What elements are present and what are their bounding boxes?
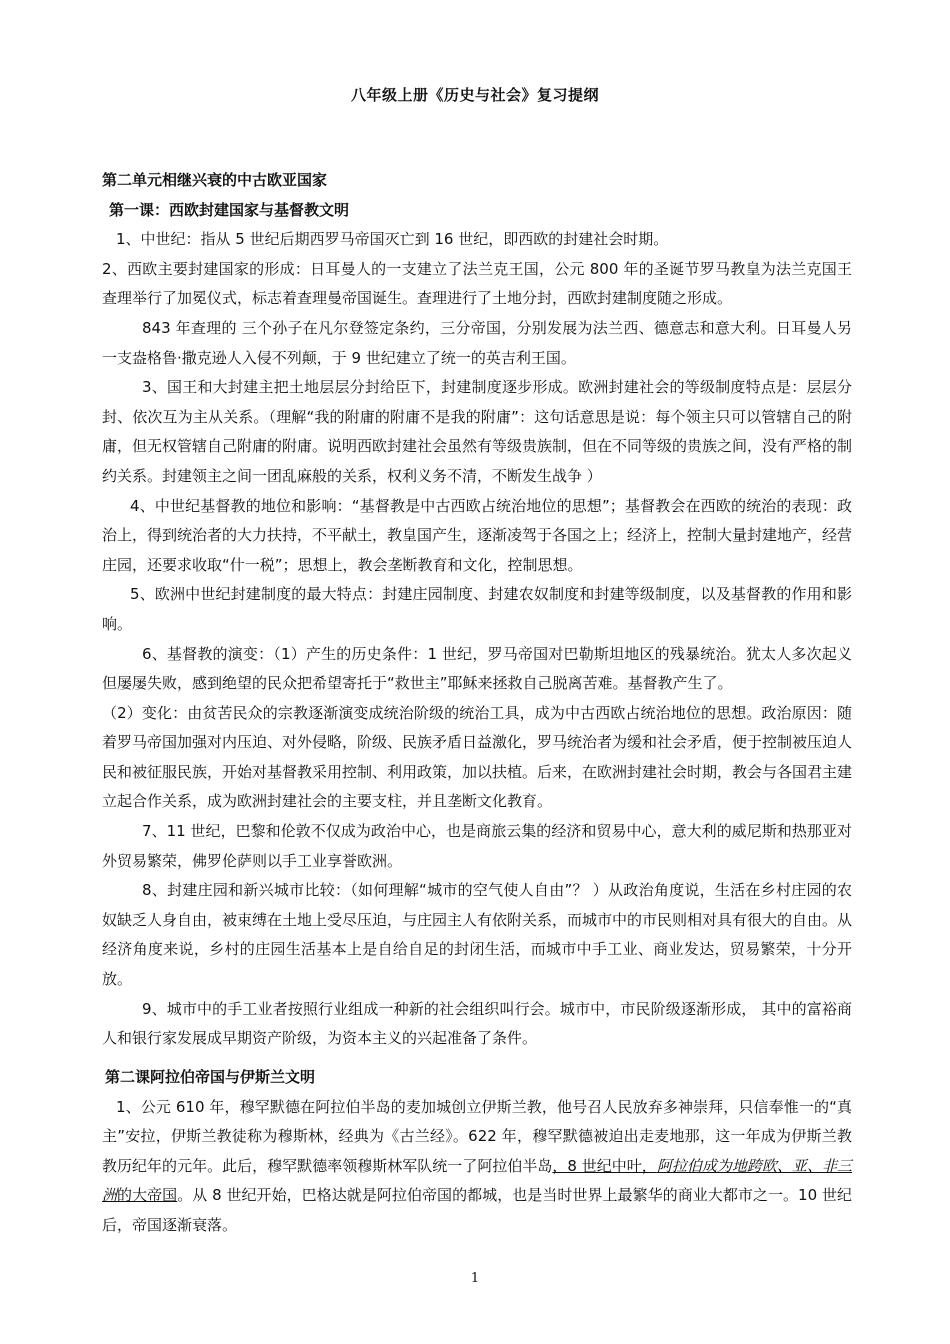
page-number: 1 xyxy=(470,1271,480,1286)
paragraph-text: 。从 8 世纪开始，巴格达就是阿拉伯帝国的都城，也是当时世界上最繁华的商业大都市之一。10 世纪后，帝国逐渐衰落。 xyxy=(102,1186,852,1234)
paragraph: 5、欧洲中世纪封建制度的最大特点：封建庄园制度、封建农奴制度和封建等级制度，以及基督教的作用和影响。 xyxy=(102,585,852,633)
paragraph xyxy=(102,1093,852,1241)
lesson2-section xyxy=(102,1063,852,1241)
underlined-italic-text: 阿拉伯成为地跨欧、亚、非三洲 xyxy=(102,1156,852,1205)
underlined-text: ，8 世纪中叶， xyxy=(552,1156,657,1175)
paragraph-text: 1、公元 610 年，穆罕默德在阿拉伯半岛的麦加城创立伊斯兰教，他号召人民放弃多神崇拜，只信奉惟一的“真主”安拉，伊斯兰教徒称为穆斯林，经典为《古兰经》。622 年，穆罕默德被迫出走麦地那，这一年成为伊斯兰教 教历纪年的元年。此后，穆罕默德率领穆斯林军队统一了阿拉伯半岛 xyxy=(102,1097,852,1175)
unit-section xyxy=(102,166,852,1054)
paragraph: 7、11 世纪，巴黎和伦敦不仅成为政治中心，也是商旅云集的经济和贸易中心，意大利的威尼斯和热那亚对外贸易繁荣，佛罗伦萨则以手工业享誉欧洲。 xyxy=(102,822,852,870)
paragraph: 843 年查理的 三个孙子在凡尔登签定条约，三分帝国，分别发展为法兰西、德意志和意大利。日耳曼人另一支盎格鲁·撒克逊人入侵不列颠，于 9 世纪建立了统一的英吉利王国。 xyxy=(102,318,852,367)
paragraph: 9、城市中的手工业者按照行业组成一种新的社会组织叫行会。城市中，市民阶级逐渐形成， 其中的富裕商人和银行家发展成早期资产阶级，为资本主义的兴起准备了条件。 xyxy=(102,999,852,1048)
unit-heading: 第二单元相继兴衰的中古欧亚国家 xyxy=(102,171,328,189)
paragraph: 6、基督教的演变：（1）产生的历史条件：1 世纪，罗马帝国对巴勒斯坦地区的残暴统治。犹太人多次起义但屡屡失败，感到绝望的民众把希望寄托于“救世主”耶稣来拯救自己脱离苦难。基督教产生了。 xyxy=(102,644,852,693)
paragraph: 3、国王和大封建主把土地层层分封给臣下，封建制度逐步形成。欧洲封建社会的等级制度特点是：层层分封、依次互为主从关系。（理解“我的附庸的附庸不是我的附庸”：这句话意思是说：每个领主只可以管辖自己的附庸，但无权管辖自己附庸的附庸。说明西欧封建社会虽然有等级贵族制，但在不同等级的贵族之间，没有严格的制约关系。封建领主之间一团乱麻般的关系，权利义务不清，不断发生战争 ） xyxy=(102,378,853,485)
paragraph: 2、西欧主要封建国家的形成：日耳曼人的一支建立了法兰克王国，公元 800 年的圣诞节罗马教皇为法兰克国王查理举行了加冕仪式，标志着查理曼帝国诞生。查理进行了土地分封，西欧封建制度随之形成。 xyxy=(102,259,852,308)
document-title: 八年级上册《历史与社会》复习提纲 xyxy=(350,86,599,104)
lesson-heading: 第二课阿拉伯帝国与伊斯兰文明 xyxy=(105,1068,316,1086)
lesson-heading: 第一课：西欧封建国家与基督教文明 xyxy=(109,200,350,219)
paragraph: 4、中世纪基督教的地位和影响：“基督教是中古西欧占统治地位的思想”；基督教会在西欧的统治的表现：政治上，得到统治者的大力扶持，不平献土，教皇国产生，逐渐凌驾于各国之上；经济上，控制大量封建地产，经营庄园，还要求收取“什一税”；思想上，教会垄断教育和文化，控制思想。 xyxy=(102,496,853,574)
paragraph: 8、封建庄园和新兴城市比较：（如何理解“城市的空气使人自由”？ ）从政治角度说，生活在乡村庄园的农奴缺乏人身自由，被束缚在土地上受尽压迫，与庄园主人有依附关系，而城市中的市民则相对具有很大的自由。从经济角度来说，乡村的庄园生活基本上是自给自足的封闭生活，而城市中手工业、商业发达，贸易繁荣，十分开放。 xyxy=(102,881,853,989)
underlined-text: 的大帝国 xyxy=(117,1186,178,1205)
paragraph: （2）变化：由贫苦民众的宗教逐渐演变成统治阶级的统治工具，成为中古西欧占统治地位的思想。政治原因：随着罗马帝国加强对内压迫、对外侵略，阶级、民族矛盾日益激化，罗马统治者为缓和社会矛盾，便于控制被压迫人民和被征服民族，开始对基督教采用控制、利用政策，加以扶植。后来，在欧洲封建社会时期，教会与各国君主建立起合作关系，成为欧洲封建社会的主要支柱，并且垄断文化教育。 xyxy=(102,703,853,811)
paragraph: 1、中世纪：指从 5 世纪后期西罗马帝国灭亡到 16 世纪，即西欧的封建社会时期。 xyxy=(116,230,669,249)
